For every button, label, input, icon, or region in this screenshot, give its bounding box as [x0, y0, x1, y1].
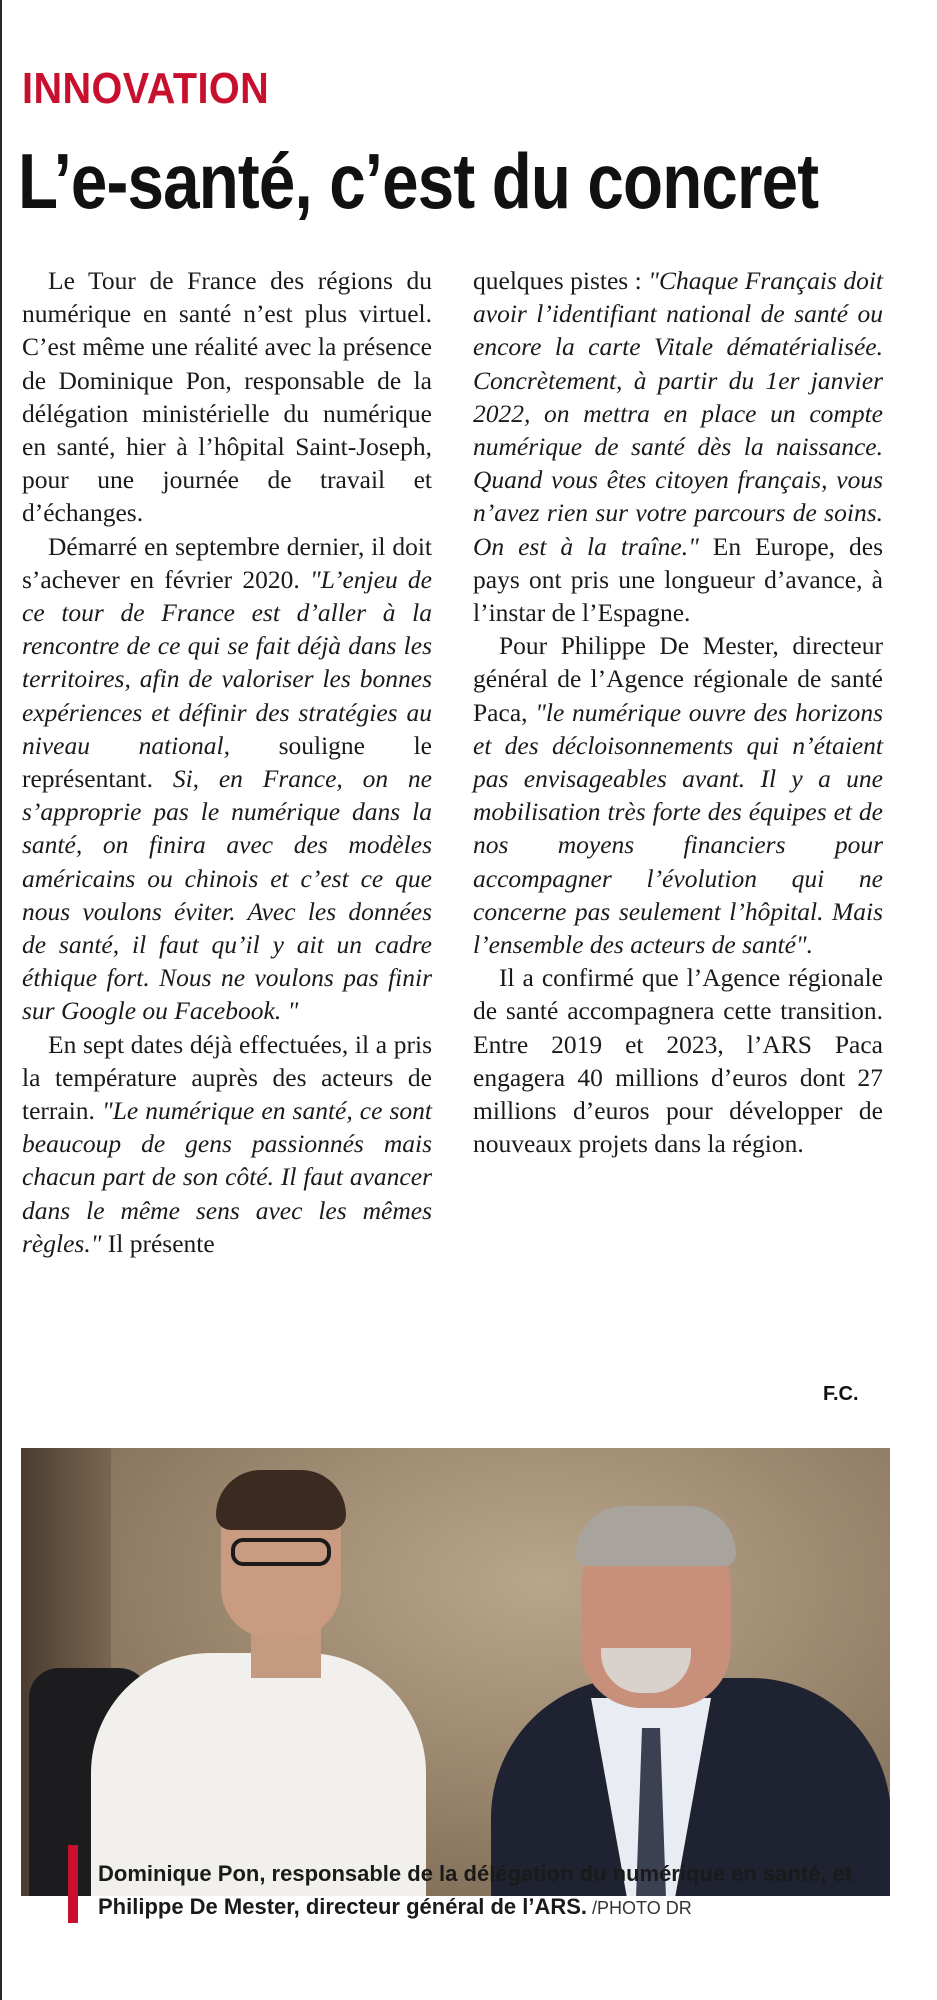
caption-accent-bar	[68, 1845, 78, 1923]
person-right-hair	[576, 1506, 736, 1566]
paragraph: Le Tour de France des régions du numérique en santé n’est plus virtuel. C’est même une réalité avec la présence de Dominique Pon, responsable de la délégation ministérielle du numérique en santé, hier à l’hôpital Saint-Joseph, pour une journée de travail et d’échanges.	[22, 266, 432, 528]
author-signature: F.C.	[823, 1383, 859, 1405]
article-photo	[21, 1448, 890, 1896]
paragraph: Démarré en septembre dernier, il doit s’achever en février 2020. "L’enjeu de ce tour de France est d’aller à la rencontre de ce qui se fait déjà dans les territoires, afin de valoriser les bonnes expériences et définir des stratégies au niveau national, souligne le représentant. Si, en France, on ne s’approprie pas le numérique dans la santé, on finira avec des modèles américains ou chinois et c’est ce que nous voulons éviter. Avec les données de santé, il faut qu’il y ait un cadre éthique fort. Nous ne voulons pas finir sur Google ou Facebook. "	[22, 531, 432, 1026]
article-column-1	[22, 264, 432, 1260]
section-kicker: INNOVATION	[22, 64, 270, 113]
page-left-rule	[0, 0, 2, 2000]
photo-credit: /PHOTO DR	[587, 1898, 692, 1918]
article-headline: L’e-santé, c’est du concret	[18, 137, 819, 225]
person-left-glasses	[231, 1538, 331, 1566]
paragraph: Pour Philippe De Mester, directeur général de l’Agence régionale de santé Paca, "le numérique ouvre des horizons et des décloisonnements qui n’étaient pas envisageables avant. Il y a une mobilisation très forte des équipes et de nos moyens financiers pour accompagner l’évolution qui ne concerne pas seulement l’hôpital. Mais l’ensemble des acteurs de santé".	[473, 631, 883, 960]
article-column-2	[473, 264, 883, 1160]
paragraph: Il a confirmé que l’Agence régionale de santé accompagnera cette transition. Entre 2019 et 2023, l’ARS Paca engagera 40 millions d’euros dont 27 millions d’euros pour développer de nouveaux projets dans la région.	[473, 963, 883, 1159]
person-left-hair	[216, 1470, 346, 1530]
photo-caption: Dominique Pon, responsable de la délégation du numérique en santé, et Philippe De Mester, directeur général de l’ARS. /PHOTO DR	[98, 1861, 853, 1919]
paragraph: En sept dates déjà effectuées, il a pris la température auprès des acteurs de terrain. "Le numérique en santé, ce sont beaucoup de gens passionnés mais chacun part de son côté. Il faut avancer dans le même sens avec les mêmes règles." Il présente	[22, 1029, 432, 1258]
paragraph: quelques pistes : "Chaque Français doit avoir l’identifiant national de santé ou encore la carte Vitale dématérialisée. Concrètement, à partir du 1er janvier 2022, on mettra en place un compte numérique de santé dès la naissance. Quand vous êtes citoyen français, vous n’avez rien sur votre parcours de soins. On est à la traîne." En Europe, des pays ont pris une longueur d’avance, à l’instar de l’Espagne.	[473, 266, 883, 628]
